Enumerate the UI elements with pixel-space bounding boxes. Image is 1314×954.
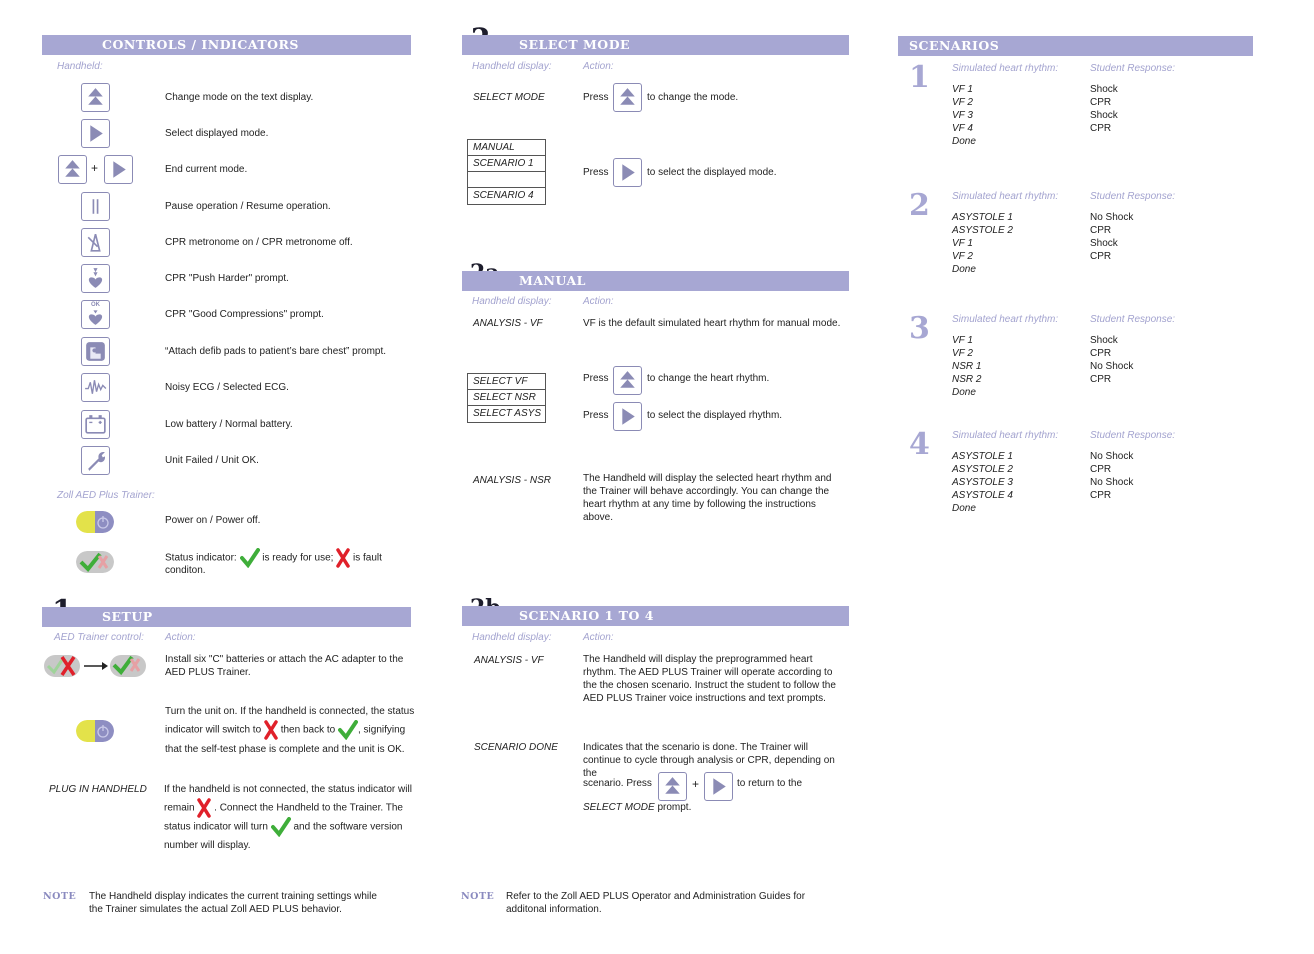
setup-row2-d: , signifying [357, 724, 406, 736]
scenario-action4 [583, 801, 691, 814]
setup-row3-d: status indicator will turn [164, 821, 268, 833]
rhythm-item: VF 1 [952, 238, 973, 249]
right-arrow-icon [614, 159, 641, 186]
manual-action1: VF is the default simulated heart rhythm for manual mode. [583, 318, 841, 329]
right-arrow-icon [105, 156, 132, 183]
rhythm-item: VF 3 [952, 110, 973, 121]
select-mode-display1: SELECT MODE [473, 92, 545, 103]
setup-row3-e: and the software version [293, 821, 403, 833]
scenario-action3a: scenario. Press [583, 778, 652, 789]
scenario-display1: ANALYSIS - VF [474, 655, 544, 666]
push-harder-button[interactable] [81, 264, 110, 293]
setup-row1: Install six "C" batteries or attach the AC adapter to the AED PLUS Trainer. [165, 654, 404, 678]
up-arrow-icon [59, 156, 86, 183]
response-item: CPR [1090, 490, 1112, 501]
lcd-line: SCENARIO 4 [473, 190, 534, 201]
plus-sign: + [91, 161, 99, 175]
scenario-col1: Handheld display: [472, 632, 552, 643]
manual-display1: ANALYSIS - VF [473, 318, 543, 329]
response-item: CPR [1090, 464, 1112, 475]
setup-row3-f: number will display. [164, 840, 251, 851]
setup-row3-line2 [164, 798, 403, 819]
wrench-button[interactable] [81, 446, 110, 475]
lcd-line [468, 172, 545, 188]
plug-in-handheld-label: PLUG IN HANDHELD [49, 784, 147, 795]
rhythm-item: VF 2 [952, 97, 973, 108]
setup-row3-line3 [164, 817, 402, 838]
ecg-button[interactable] [81, 373, 110, 402]
manual-header [462, 271, 849, 291]
control-description: Unit Failed / Unit OK. [165, 455, 259, 466]
manual-col1: Handheld display: [472, 296, 552, 307]
lcd-line: SELECT NSR [468, 390, 545, 406]
check-icon [338, 720, 358, 740]
up-button[interactable] [658, 772, 687, 801]
note2-label: NOTE [461, 891, 495, 902]
response-item: Shock [1090, 110, 1118, 121]
setup-row2-c: then back to [280, 724, 336, 736]
battery-icon [82, 411, 109, 438]
response-item: No Shock [1090, 361, 1134, 372]
up-arrow-icon [659, 773, 686, 800]
status-text-c: is fault [353, 552, 382, 564]
rhythm-item: Done [952, 136, 976, 147]
select-mode-header [462, 35, 849, 55]
lcd-line: SELECT ASYS [473, 408, 541, 419]
rhythm-item: NSR 2 [952, 374, 982, 385]
pause-icon [82, 193, 109, 220]
manual-press2: Press [583, 410, 609, 421]
control-description: CPR metronome on / CPR metronome off. [165, 237, 353, 248]
response-item: CPR [1090, 348, 1112, 359]
setup-title: SETUP [102, 609, 153, 624]
control-description: CPR "Push Harder" prompt. [165, 273, 289, 284]
power-indicator [76, 511, 114, 533]
status-indicator [76, 551, 114, 573]
rhythm-item: ASYSTOLE 1 [952, 212, 1013, 223]
up-arrow-button[interactable] [81, 83, 110, 112]
setup-row3-c: . Connect the Handheld to the Trainer. The [214, 802, 403, 814]
response-item: CPR [1090, 251, 1112, 262]
scenario-number: 1 [909, 60, 930, 95]
ecg-icon [82, 374, 109, 401]
setup-row3-a: If the handheld is not connected, the status indicator will [164, 784, 412, 795]
rhythm-item: ASYSTOLE 4 [952, 490, 1013, 501]
setup-header [42, 607, 411, 627]
setup-row3-b: remain [164, 802, 195, 814]
response-item: CPR [1090, 123, 1112, 134]
response-item: CPR [1090, 374, 1112, 385]
note1-text: The Handheld display indicates the current training settings while the Trainer simulates the actual Zoll AED PLUS behavior. [89, 891, 377, 915]
scenario-col2: Action: [583, 632, 614, 643]
right-arrow-icon [82, 120, 109, 147]
rhythm-item: ASYSTOLE 1 [952, 451, 1013, 462]
up-arrow-icon [614, 84, 641, 111]
manual-press1: Press [583, 373, 609, 384]
control-description: Pause operation / Resume operation. [165, 201, 331, 212]
rhythm-item: NSR 1 [952, 361, 982, 372]
plus-sign: + [692, 777, 700, 791]
response-item: No Shock [1090, 451, 1134, 462]
setup-row2-a: Turn the unit on. If the handheld is connected, the status [165, 706, 415, 717]
control-description: End current mode. [165, 164, 248, 175]
setup-row2-b: indicator will switch to [165, 724, 262, 736]
rhythm-item: VF 4 [952, 123, 973, 134]
up-button[interactable] [58, 155, 87, 184]
setup-row2-e: that the self-test phase is complete and the unit is OK. [165, 744, 405, 755]
ok-label: OK [91, 302, 100, 308]
response-item: CPR [1090, 97, 1112, 108]
setup-col1: AED Trainer control: [54, 632, 144, 643]
select-mode-action1: to change the mode. [647, 92, 739, 103]
right-button[interactable] [613, 402, 642, 431]
select-mode-lcd [467, 139, 546, 205]
cross-icon [197, 798, 211, 818]
up-arrow-icon [614, 367, 641, 394]
control-description: Noisy ECG / Selected ECG. [165, 382, 289, 393]
right-arrow-icon [614, 403, 641, 430]
rhythm-header: Simulated heart rhythm: [952, 430, 1059, 441]
select-mode-title: SELECT MODE [519, 37, 631, 52]
wrench-icon [82, 447, 109, 474]
rhythm-item: VF 1 [952, 84, 973, 95]
scenario-display2: SCENARIO DONE [474, 742, 558, 753]
rhythm-item: VF 2 [952, 251, 973, 262]
scenario-number: 3 [909, 311, 930, 346]
control-description: Low battery / Normal battery. [165, 419, 293, 430]
right-button[interactable] [704, 772, 733, 801]
defib-pads-icon [82, 338, 109, 365]
rhythm-item: Done [952, 264, 976, 275]
rhythm-item: Done [952, 503, 976, 514]
manual-lcd [467, 373, 546, 423]
rhythm-item: VF 2 [952, 348, 973, 359]
scenario-header [462, 606, 849, 626]
setup-power-indicator [76, 720, 114, 742]
trainer-label: Zoll AED Plus Trainer: [57, 490, 155, 501]
cross-icon [336, 548, 350, 568]
select-mode-action2: to select the displayed mode. [647, 167, 777, 178]
select-mode-ref: SELECT MODE [583, 802, 655, 813]
right-arrow-button[interactable] [81, 119, 110, 148]
scenario-number: 2 [909, 188, 930, 223]
power-icon [76, 511, 114, 533]
up-button[interactable] [613, 366, 642, 395]
lcd-line: SELECT VF [468, 374, 545, 390]
manual-title: MANUAL [519, 273, 586, 288]
note2-text: Refer to the Zoll AED PLUS Operator and Administration Guides for additonal information. [506, 891, 806, 915]
select-mode-press1: Press [583, 92, 609, 103]
setup-row2-line2 [165, 720, 405, 741]
rhythm-item: Done [952, 387, 976, 398]
handheld-label: Handheld: [57, 61, 103, 72]
manual-action2: to change the heart rhythm. [647, 373, 770, 384]
up-arrow-icon [82, 84, 109, 111]
right-arrow-icon [705, 773, 732, 800]
lcd-line: SCENARIO 1 [468, 156, 545, 172]
check-icon [240, 548, 260, 568]
manual-action4: The Handheld will display the selected heart rhythm and the Trainer will behave accordingly. You can change the heart rhythm at any time by following the instructions above. [583, 473, 832, 523]
scenario-title: SCENARIO 1 TO 4 [519, 608, 654, 623]
cross-icon [264, 720, 278, 740]
right-button[interactable] [613, 158, 642, 187]
response-item: Shock [1090, 238, 1118, 249]
lcd-line: MANUAL [468, 140, 545, 156]
good-compressions-button[interactable] [81, 300, 110, 329]
response-header: Student Response: [1090, 314, 1176, 325]
scenario-number: 4 [909, 427, 930, 462]
manual-action3: to select the displayed rhythm. [647, 410, 783, 421]
select-mode-press2: Press [583, 167, 609, 178]
power-text: Power on / Power off. [165, 515, 261, 526]
response-header: Student Response: [1090, 63, 1176, 74]
battery-button[interactable] [81, 410, 110, 439]
scenarios-title: SCENARIOS [909, 38, 1000, 53]
fault-to-ok-indicator [44, 654, 148, 678]
control-description: “Attach defib pads to patient’s bare chest” prompt. [165, 346, 387, 357]
scenario-action3b: to return to the [737, 778, 803, 789]
power-icon [76, 720, 114, 742]
scenario-action1: The Handheld will display the preprogrammed heart rhythm. The AED PLUS Trainer will operate according to the the chosen scenario. Instruct the student to follow the AED PLUS Trainer voice instructions and text prompts. [583, 654, 836, 704]
metronome-button[interactable] [81, 228, 110, 257]
scenarios-header [898, 36, 1253, 56]
fault-to-ok-icon [44, 654, 148, 678]
manual-col2: Action: [583, 296, 614, 307]
control-description: Select displayed mode. [165, 128, 269, 139]
scenario-action2: Indicates that the scenario is done. The Trainer will continue to cycle through analysis or CPR, depending on the [583, 742, 835, 779]
right-button[interactable] [104, 155, 133, 184]
status-text-d: conditon. [165, 565, 206, 576]
rhythm-item: ASYSTOLE 2 [952, 225, 1013, 236]
scenario-action4b: prompt. [654, 802, 692, 813]
controls-title: CONTROLS / INDICATORS [102, 37, 299, 52]
rhythm-item: VF 1 [952, 335, 973, 346]
metronome-icon [82, 229, 109, 256]
control-description: CPR "Good Compressions" prompt. [165, 309, 324, 320]
up-button[interactable] [613, 83, 642, 112]
note1-label: NOTE [43, 891, 77, 902]
status-text-b: is ready for use; [262, 552, 334, 564]
response-item: Shock [1090, 335, 1118, 346]
check-icon [271, 817, 291, 837]
push-harder-icon [82, 265, 109, 292]
rhythm-header: Simulated heart rhythm: [952, 63, 1059, 74]
pause-button[interactable] [81, 192, 110, 221]
control-description: Change mode on the text display. [165, 92, 314, 103]
controls-header [42, 35, 411, 55]
defib-pads-button[interactable] [81, 337, 110, 366]
response-item: CPR [1090, 225, 1112, 236]
rhythm-item: ASYSTOLE 3 [952, 477, 1013, 488]
setup-col2: Action: [165, 632, 196, 643]
manual-display2: ANALYSIS - NSR [473, 475, 551, 486]
rhythm-header: Simulated heart rhythm: [952, 191, 1059, 202]
rhythm-header: Simulated heart rhythm: [952, 314, 1059, 325]
response-item: No Shock [1090, 477, 1134, 488]
status-text-a: Status indicator: [165, 552, 237, 564]
response-header: Student Response: [1090, 191, 1176, 202]
response-item: No Shock [1090, 212, 1134, 223]
select-mode-col1: Handheld display: [472, 61, 552, 72]
rhythm-item: ASYSTOLE 2 [952, 464, 1013, 475]
response-header: Student Response: [1090, 430, 1176, 441]
status-pill-icon [76, 551, 114, 573]
select-mode-col2: Action: [583, 61, 614, 72]
response-item: Shock [1090, 84, 1118, 95]
